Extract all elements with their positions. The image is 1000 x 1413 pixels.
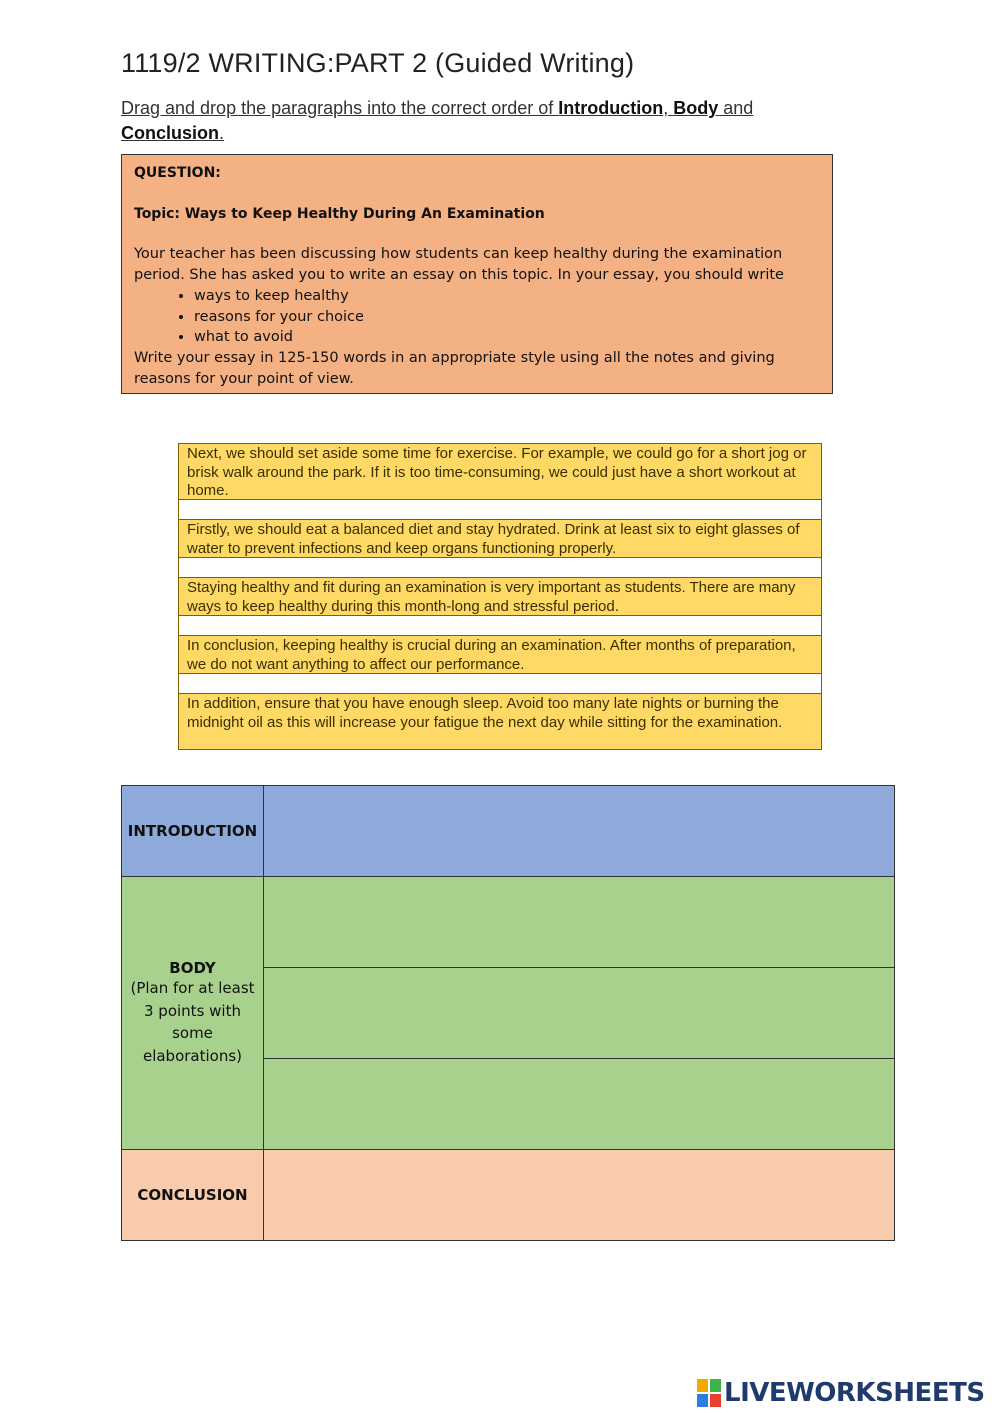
question-bullet: • what to avoid (194, 327, 820, 348)
logo-square (710, 1379, 721, 1392)
logo-icon (697, 1379, 721, 1407)
gap (178, 558, 822, 577)
gap (178, 500, 822, 519)
draggable-paragraph[interactable]: In addition, ensure that you have enough sleep. Avoid too many late nights or burning the midnight oil as this will increase your fatigue the next day while sitting for the examination. (178, 693, 822, 750)
body-drop-zone-1[interactable] (264, 877, 895, 968)
logo-text: LIVEWORKSHEETS (724, 1378, 985, 1408)
introduction-drop-zone[interactable] (264, 786, 895, 877)
draggable-paragraph[interactable]: In conclusion, keeping healthy is crucial during an examination. After months of preparation, we do not want anything to affect our performance. (178, 635, 822, 674)
essay-plan-table (121, 785, 895, 1241)
logo-square (710, 1394, 721, 1407)
page-title: 1119/2 WRITING:PART 2 (Guided Writing) (121, 48, 635, 78)
conclusion-label: CONCLUSION (122, 1150, 264, 1241)
question-closing: Write your essay in 125-150 words in an appropriate style using all the notes and giving reasons for your point of view. (134, 349, 775, 387)
logo-square (697, 1379, 708, 1392)
question-box (121, 154, 833, 394)
draggable-paragraph[interactable]: Staying healthy and fit during an examination is very important as students. There are many ways to keep healthy during this month-long and stressful period. (178, 577, 822, 616)
logo-square (697, 1394, 708, 1407)
question-topic: Topic: Ways to Keep Healthy During An Examination (134, 205, 545, 222)
conclusion-drop-zone[interactable] (264, 1150, 895, 1241)
body-label: BODY (Plan for at least 3 points with some elaborations) (122, 877, 264, 1150)
body-drop-zone-3[interactable] (264, 1059, 895, 1150)
gap (178, 616, 822, 635)
question-bullet: • reasons for your choice (194, 307, 820, 328)
question-body: Your teacher has been discussing how students can keep healthy during the examination period. She has asked you to write an essay on this topic. In your essay, you should write (134, 246, 784, 284)
instruction-text: Drag and drop the paragraphs into the correct order of Introduction, Body and Conclusion. (121, 98, 754, 143)
introduction-label: INTRODUCTION (122, 786, 264, 877)
question-label: QUESTION: (134, 165, 221, 181)
gap (178, 674, 822, 693)
liveworksheets-logo (697, 1378, 985, 1408)
question-bullet: • ways to keep healthy (194, 286, 820, 307)
body-drop-zone-2[interactable] (264, 968, 895, 1059)
question-bullets (134, 286, 820, 348)
draggable-paragraph[interactable]: Firstly, we should eat a balanced diet and stay hydrated. Drink at least six to eight glasses of water to prevent infections and keep organs functioning properly. (178, 519, 822, 558)
draggable-paragraph[interactable]: Next, we should set aside some time for exercise. For example, we could go for a short jog or brisk walk around the park. If it is too time-consuming, we could just have a short workout at home. (178, 443, 822, 500)
draggable-paragraphs (178, 443, 822, 750)
